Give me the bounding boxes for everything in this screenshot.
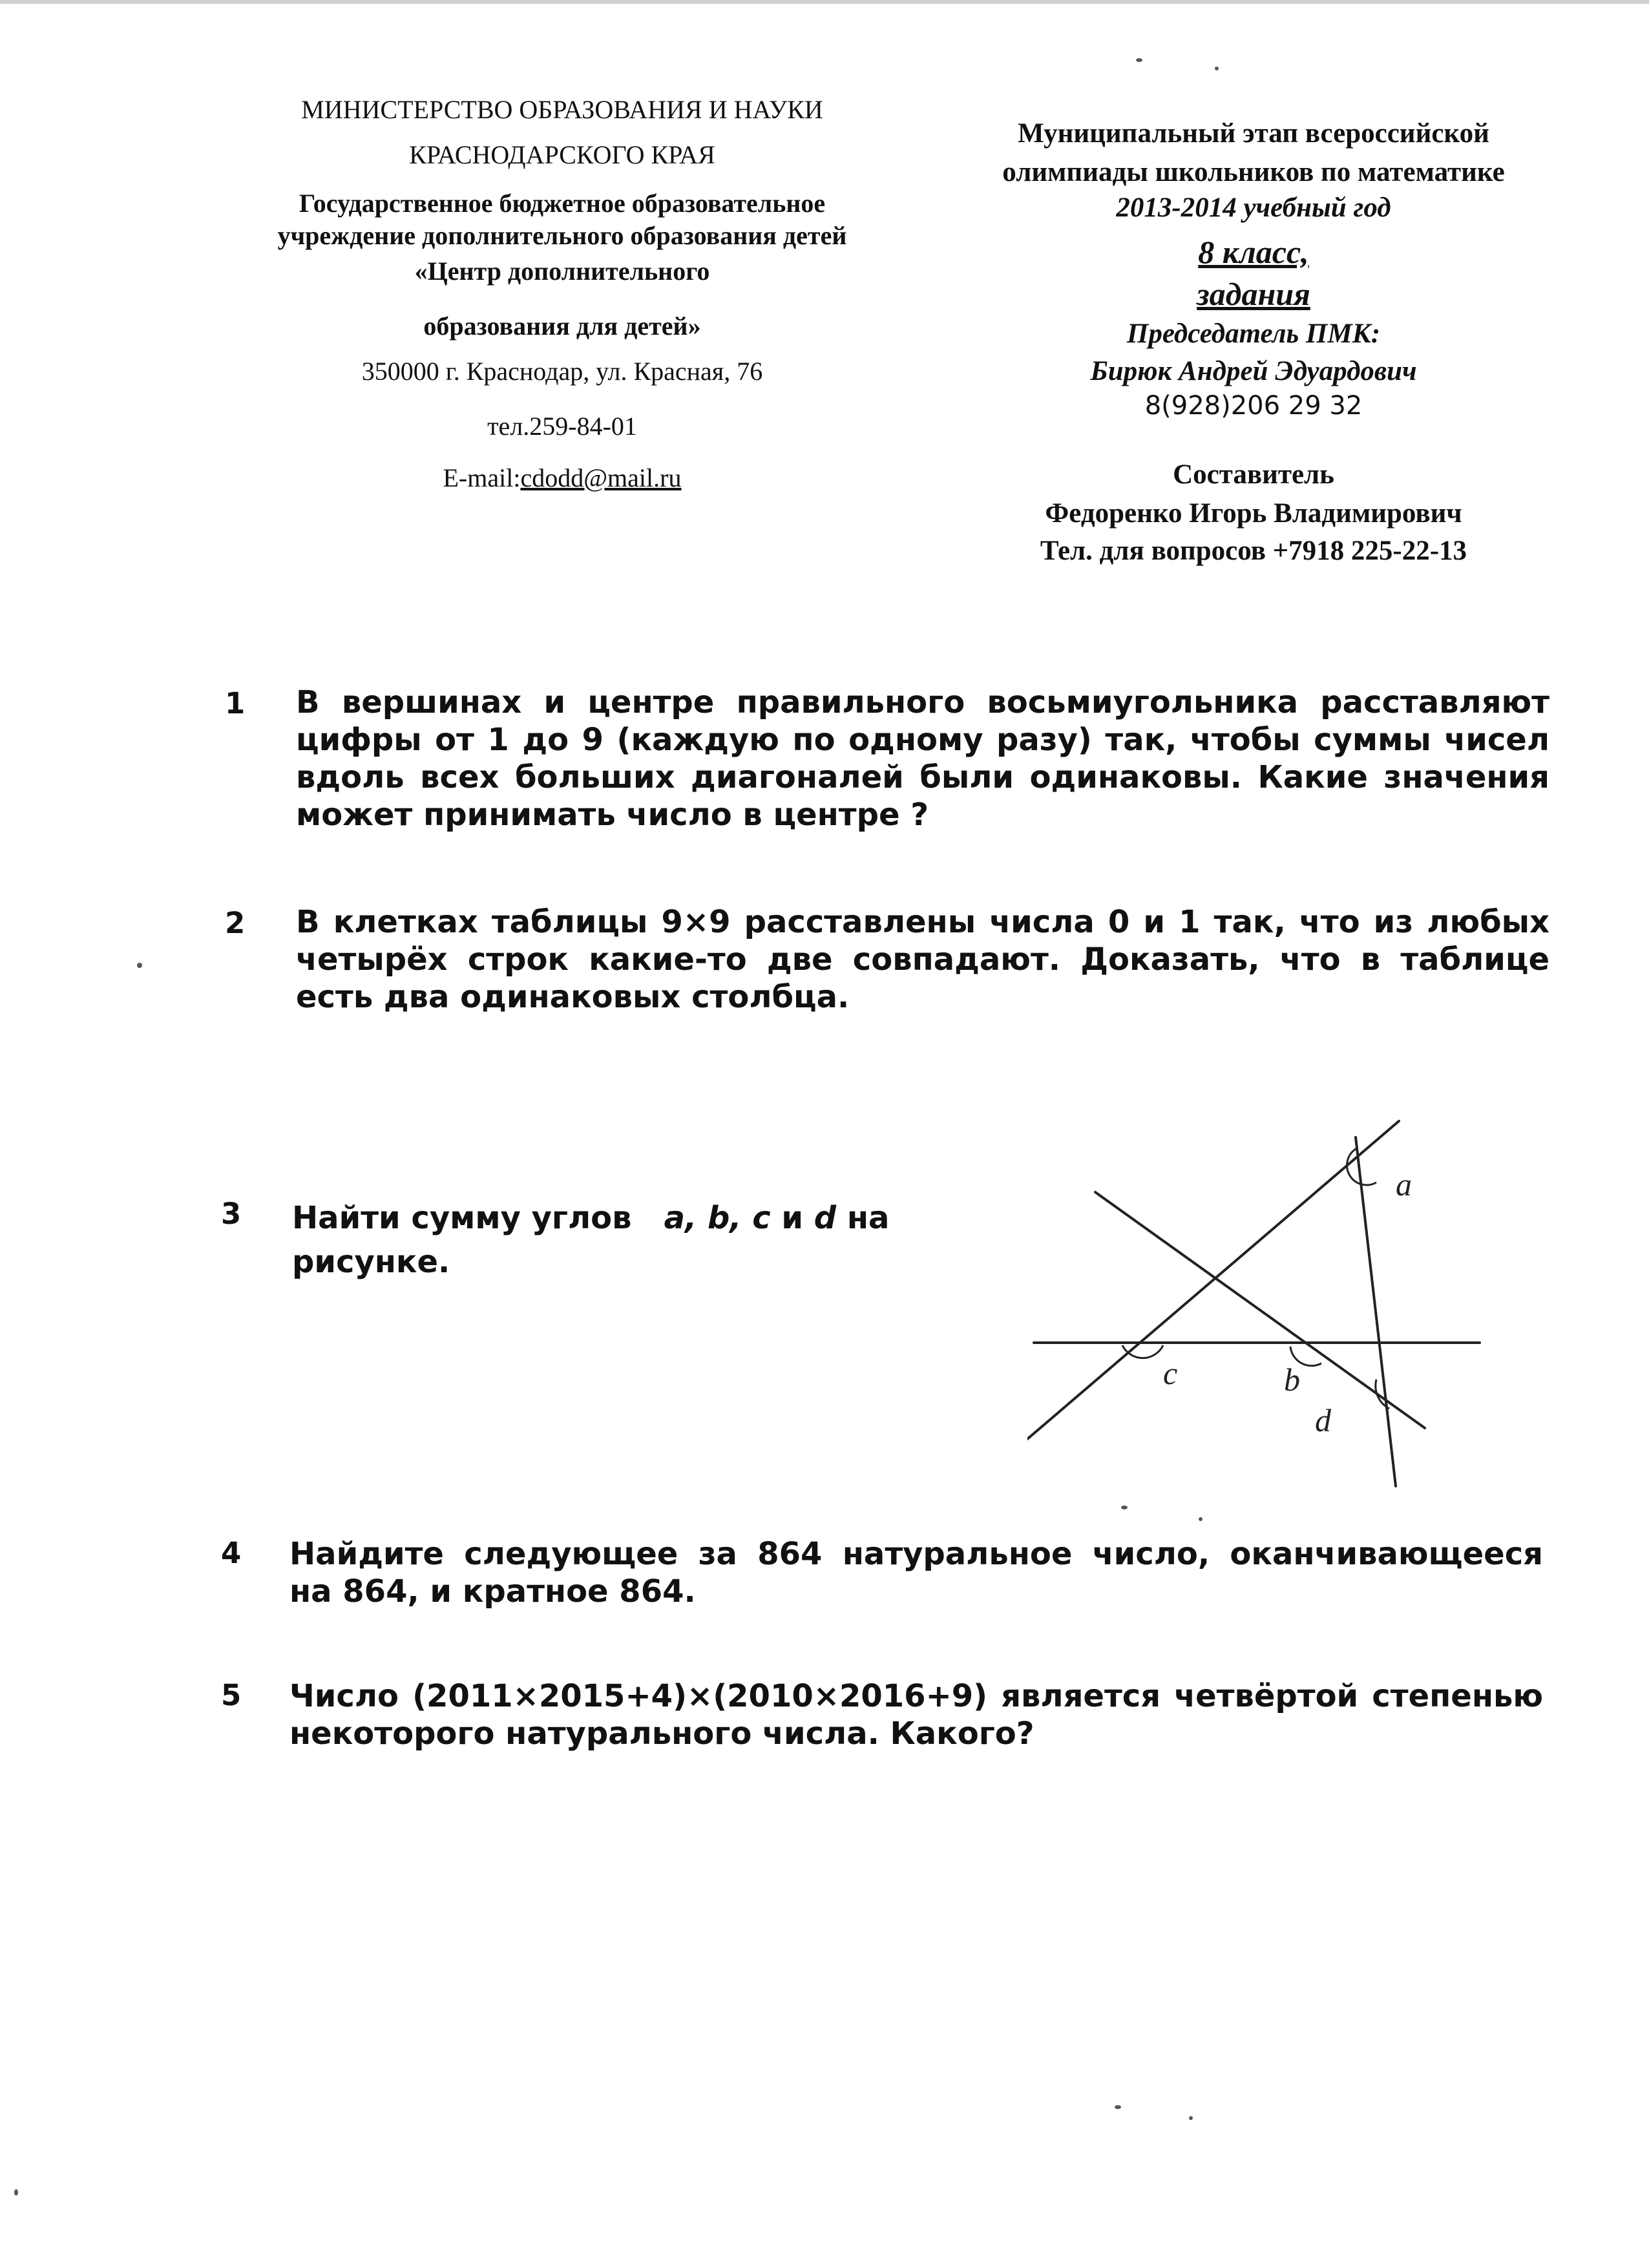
org-line-4: образования для детей» — [423, 311, 701, 341]
task-3-line-2: рисунке. — [292, 1244, 450, 1280]
task-1-number: 1 — [225, 686, 246, 720]
chair-name: Бирюк Андрей Эдуардович — [1090, 356, 1417, 386]
org-email-line — [181, 465, 943, 498]
task-2-line: есть два одинаковых столбца. — [296, 979, 850, 1015]
task-1-text — [296, 684, 1549, 834]
school-year: 2013-2014 учебный год — [1116, 193, 1391, 223]
task-1-line: В вершинах и центре правильного восьмиугольника расставляют — [296, 684, 1549, 720]
ministry-line-2: КРАСНОДАРСКОГО КРАЯ — [409, 140, 715, 169]
task-4-number: 4 — [221, 1536, 242, 1570]
task-4-text — [289, 1535, 1543, 1610]
scan-speck — [14, 2189, 18, 2196]
scan-speck — [1199, 1517, 1203, 1521]
task-1-line: цифры от 1 до 9 (каждую по одному разу) так, чтобы суммы чисел — [296, 722, 1549, 758]
task-3-number: 3 — [221, 1197, 242, 1231]
task-4-line: Найдите следующее за 864 натуральное число, оканчивающееся — [289, 1536, 1543, 1572]
task-5-text — [289, 1677, 1543, 1752]
task-5-line: некоторого натурального числа. Какого? — [289, 1716, 1035, 1752]
angles-figure — [1027, 1118, 1493, 1506]
scan-top-border — [0, 0, 1649, 4]
org-line-2: учреждение дополнительного образования детей — [277, 221, 847, 250]
task-2-text — [296, 903, 1549, 1016]
angle-b-ref: b, — [707, 1200, 742, 1236]
chair-label: Председатель ПМК: — [1126, 319, 1381, 349]
org-line-3: «Центр дополнительного — [414, 257, 710, 286]
scan-speck — [1121, 1506, 1128, 1509]
angle-b-label: b — [1284, 1361, 1300, 1398]
scan-speck — [1189, 2116, 1193, 2120]
task-1-line: может принимать число в центре ? — [296, 797, 929, 833]
angle-a-ref: a, — [664, 1200, 697, 1236]
email-prefix: E-mail: — [443, 463, 521, 492]
author-name: Федоренко Игорь Владимирович — [1045, 498, 1462, 529]
diagonal-line-up — [1027, 1121, 1399, 1439]
header-right — [930, 120, 1577, 574]
olympiad-title-line-2: олимпиады школьников по математике — [1002, 157, 1505, 187]
scan-speck — [1136, 58, 1142, 62]
task-2-number: 2 — [225, 906, 246, 940]
org-phone: тел.259-84-01 — [487, 412, 637, 441]
ministry-line-1: МИНИСТЕРСТВО ОБРАЗОВАНИЯ И НАУКИ — [301, 95, 823, 124]
scan-speck — [137, 963, 142, 968]
author-label: Составитель — [1173, 459, 1334, 490]
org-line-1: Государственное бюджетное образовательное — [299, 189, 826, 218]
task-2-line: В клетках таблицы 9×9 расставлены числа 0 и 1 так, что из любых — [296, 904, 1549, 940]
scan-speck — [1215, 67, 1219, 70]
steep-line — [1356, 1137, 1396, 1486]
header-left — [181, 97, 943, 498]
email-link[interactable]: cdodd@mail.ru — [520, 463, 682, 492]
olympiad-title-line-1: Муниципальный этап всероссийской — [1018, 118, 1489, 149]
angle-a-label: a — [1396, 1166, 1412, 1202]
angle-c-ref: c — [752, 1200, 771, 1236]
task-3-suffix: на — [846, 1200, 890, 1236]
task-5-line: Число (2011×2015+4)×(2010×2016+9) является четвёртой степенью — [289, 1678, 1543, 1714]
task-3-line-1 — [292, 1199, 1003, 1237]
org-address: 350000 г. Краснодар, ул. Красная, 76 — [361, 357, 763, 386]
task-5-number: 5 — [221, 1678, 242, 1712]
task-3-and: и — [781, 1200, 804, 1236]
chair-phone: 8(928)206 29 32 — [1144, 391, 1363, 421]
angle-c-label: c — [1163, 1355, 1178, 1391]
grade: 8 класс, — [1198, 234, 1309, 270]
author-phone: Тел. для вопросов +7918 225-22-13 — [1040, 536, 1467, 566]
task-4-line: на 864, и кратное 864. — [289, 1573, 696, 1610]
task-3-text — [292, 1199, 1003, 1281]
task-2-line: четырёх строк какие-то две совпадают. Доказать, что в таблице — [296, 941, 1549, 978]
angle-d-label: d — [1315, 1402, 1331, 1438]
scan-speck — [1115, 2105, 1121, 2109]
angle-d-ref: d — [814, 1200, 837, 1236]
task-1-line: вдоль всех больших диагоналей были одинаковы. Какие значения — [296, 759, 1549, 795]
task-3-prefix: Найти сумму углов — [292, 1200, 632, 1236]
document-kind: задания — [1197, 276, 1310, 312]
